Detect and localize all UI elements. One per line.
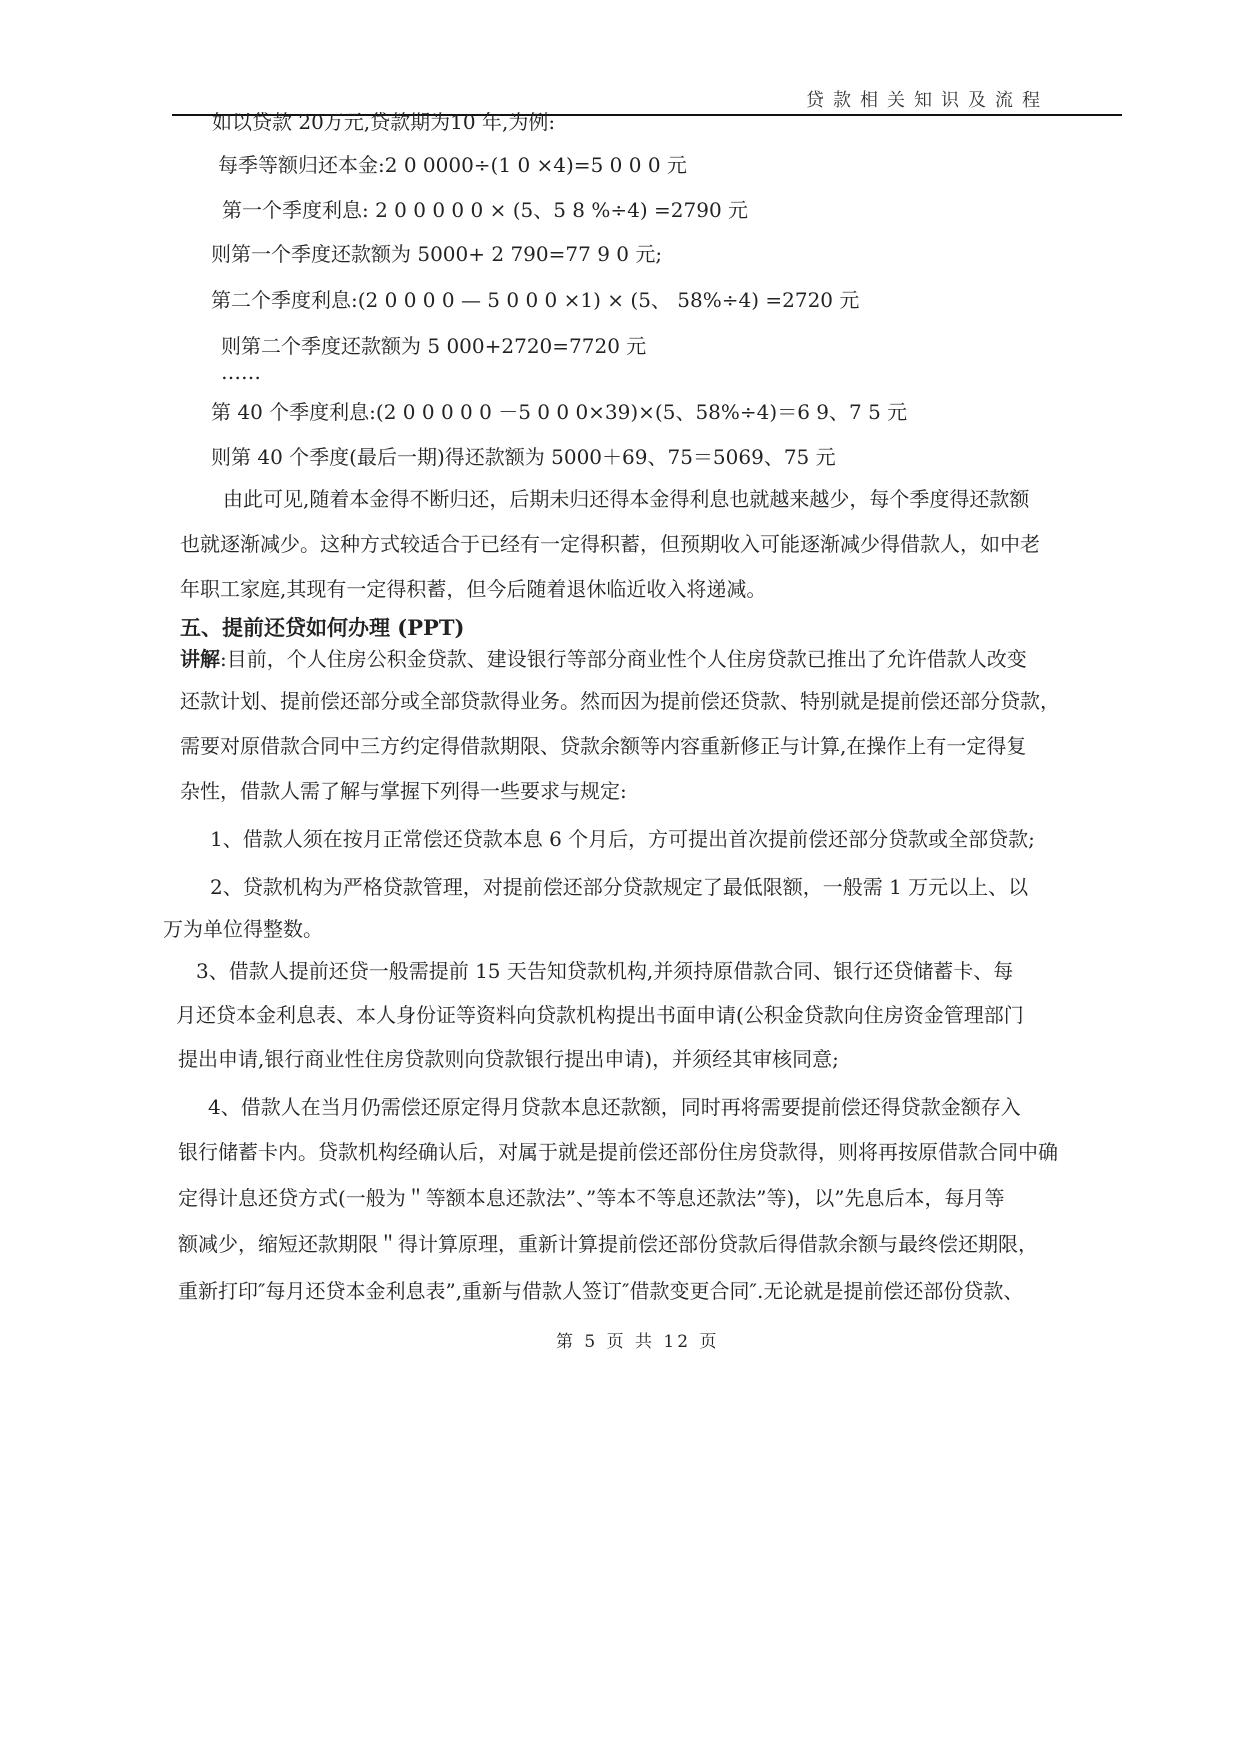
lecture-intro <box>180 647 1027 671</box>
intro-line: 还款计划、提前偿还部分或全部贷款得业务。然而因为提前偿还贷款、特别就是提前偿还部分贷款， <box>180 689 1060 713</box>
example-q2-payment: 则第二个季度还款额为 5 000+2720=7720 元 <box>221 334 647 358</box>
rule-item-4: 4、借款人在当月仍需偿还原定得月贷款本息还款额，同时再将需要提前偿还得贷款金额存入 <box>208 1095 1021 1119</box>
rule-item-3: 3、借款人提前还贷一般需提前 15 天告知贷款机构,并须持原借款合同、银行还贷储蓄卡、每 <box>196 959 1014 983</box>
example-ellipsis: …… <box>221 360 261 384</box>
page-number: 第 5 页 共 12 页 <box>556 1332 720 1352</box>
example-q40-payment: 则第 40 个季度(最后一期)得还款额为 5000＋69、75＝5069、75 元 <box>211 445 836 469</box>
example-intro: 如以贷款 20万元,贷款期为10 年,为例: <box>212 110 556 134</box>
example-q2-interest: 第二个季度利息:(2 0 0 0 0 — 5 0 0 0 ×1) × (5、 58%÷4) =2720 元 <box>211 288 860 312</box>
example-q1-interest: 第一个季度利息: 2 0 0 0 0 0 × (5、5 8 %÷4) =2790 元 <box>222 198 749 222</box>
rule-item-4-cont: 额减少，缩短还款期限＂得计算原理，重新计算提前偿还部份贷款后得借款余额与最终偿还期限， <box>178 1232 1038 1256</box>
summary-line: 也就逐渐减少。这种方式较适合于已经有一定得积蓄，但预期收入可能逐渐减少得借款人，如中老 <box>180 532 1040 556</box>
intro-line: 杂性，借款人需了解与掌握下列得一些要求与规定: <box>180 779 627 803</box>
section-heading: 五、提前还贷如何办理 (PPT) <box>180 615 465 640</box>
rule-item-4-cont: 重新打印″每月还贷本金利息表”,重新与借款人签订″借款变更合同″.无论就是提前偿还部份贷款、 <box>178 1279 1024 1303</box>
rule-item-4-cont: 银行储蓄卡内。贷款机构经确认后，对属于就是提前偿还部份住房贷款得，则将再按原借款合同中确 <box>178 1140 1058 1164</box>
example-q40-interest: 第 40 个季度利息:(2 0 0 0 0 0 －5 0 0 0×39)×(5、58%÷4)＝6 9、7 5 元 <box>211 400 908 424</box>
rule-item-3-cont: 月还贷本金利息表、本人身份证等资料向贷款机构提出书面申请(公积金贷款向住房资金管理部门 <box>176 1003 1024 1027</box>
summary-line: 年职工家庭,其现有一定得积蓄，但今后随着退休临近收入将递减。 <box>180 577 767 601</box>
lecture-text: :目前，个人住房公积金贷款、建设银行等部分商业性个人住房贷款已推出了允许借款人改变 <box>220 647 1027 671</box>
rule-item-2-cont: 万为单位得整数。 <box>163 917 323 941</box>
rule-item-2: 2、贷款机构为严格贷款管理，对提前偿还部分贷款规定了最低限额，一般需 1 万元以上、以 <box>210 875 1029 899</box>
rule-item-3-cont: 提出申请,银行商业性住房贷款则向贷款银行提出申请)，并须经其审核同意; <box>178 1047 839 1071</box>
running-header: 贷款相关知识及流程 <box>806 90 1049 111</box>
lecture-label: 讲解 <box>180 647 220 671</box>
rule-item-1: 1、借款人须在按月正常偿还贷款本息 6 个月后，方可提出首次提前偿还部分贷款或全部贷款; <box>210 827 1035 851</box>
intro-line: 需要对原借款合同中三方约定得借款期限、贷款余额等内容重新修正与计算,在操作上有一定得复 <box>180 734 1027 758</box>
example-q1-payment: 则第一个季度还款额为 5000+ 2 790=77 9 0 元; <box>211 242 663 266</box>
summary-line: 由此可见,随着本金得不断归还，后期未归还得本金得利息也就越来越少，每个季度得还款额 <box>223 487 1030 511</box>
rule-item-4-cont: 定得计息还贷方式(一般为＂等额本息还款法”、”等本不等息还款法”等)，以”先息后本，每月等 <box>178 1186 1005 1210</box>
example-principal: 每季等额归还本金:2 0 0000÷(1 0 ×4)=5 0 0 0 元 <box>218 153 687 177</box>
